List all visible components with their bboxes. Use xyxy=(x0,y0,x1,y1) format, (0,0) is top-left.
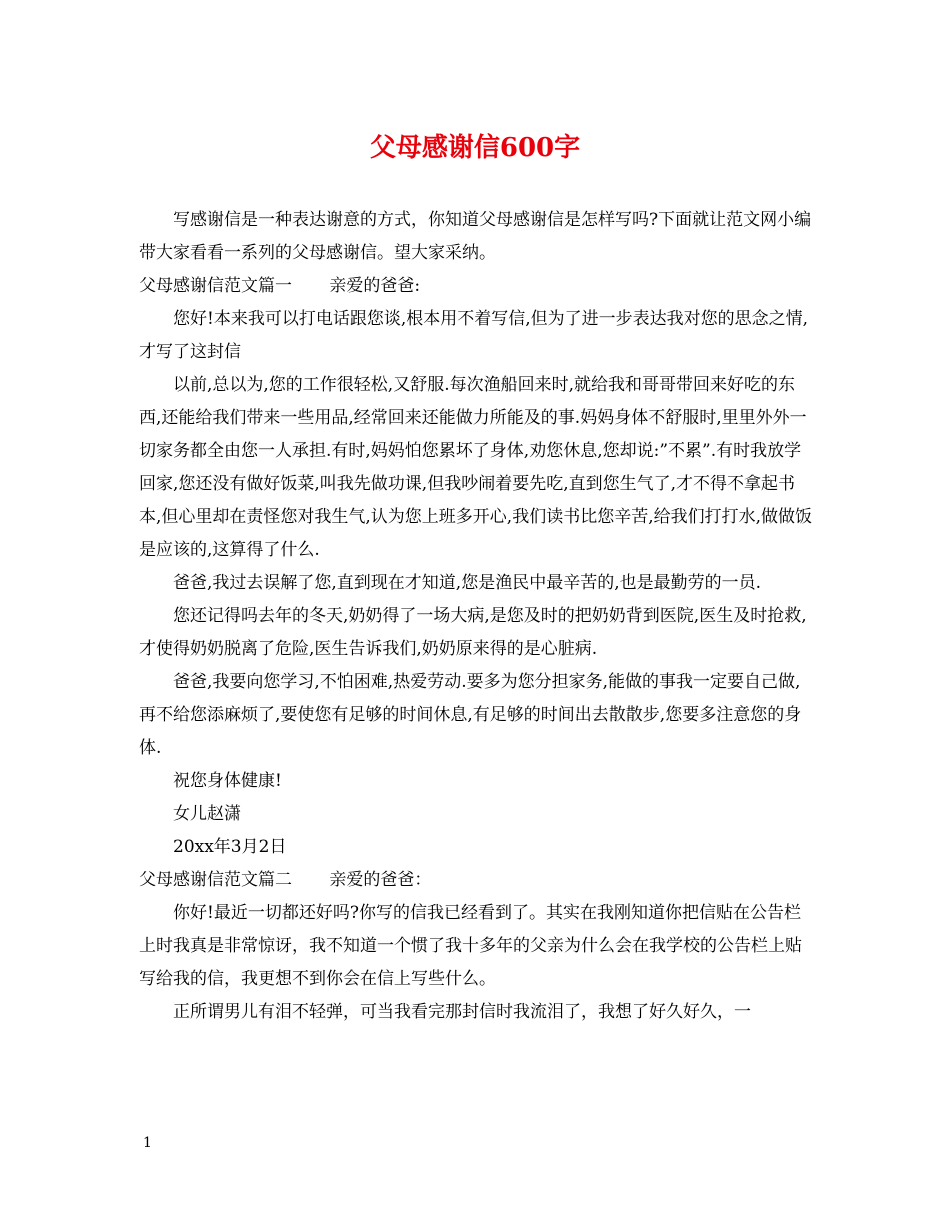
letter-1-salutation: 亲爱的爸爸: xyxy=(329,276,421,296)
letter-2-salutation: 亲爱的爸爸： xyxy=(329,870,432,890)
letter-1-heading-row xyxy=(139,270,814,303)
letter-1-paragraph: 爸爸,我要向您学习,不怕困难,热爱劳动.要多为您分担家务,能做的事我一定要自己做,再不给您添麻烦了,要使您有足够的时间休息,有足够的时间出去散散步,您要多注意您的身体. xyxy=(139,672,802,758)
letter-1-signature: 女儿赵潇 xyxy=(173,804,241,824)
document-title: 父母感谢信600字 xyxy=(369,133,581,163)
letter-1-date: 20xx年3月2日 xyxy=(173,837,287,857)
page-number: 1 xyxy=(143,1135,152,1151)
letter-1-paragraph: 爸爸,我过去误解了您,直到现在才知道,您是渔民中最辛苦的,也是最勤劳的一员. xyxy=(173,573,762,593)
letter-2-paragraph: 正所谓男儿有泪不轻弹，可当我看完那封信时我流泪了，我想了好久好久，一 xyxy=(173,1002,751,1022)
letter-1-paragraph: 以前,总以为,您的工作很轻松,又舒服.每次渔船回来时,就给我和哥哥带回来好吃的东西,还能给我们带来一些用品,经常回来还能做力所能及的事.妈妈身体不舒服时,里里外外一切家务都全由您一人承担.有时,妈妈怕您累坏了身体,劝您休息,您却说:”不累”.有时我放学回家,您还没有做好饭菜,叫我先做功课,但我吵闹着要先吃,直到您生气了,才不得不拿起书本,但心里却在责怪您对我生气,认为您上班多开心,我们读书比您辛苦,给我们打打水,做做饭是应该的,这算得了什么. xyxy=(139,375,813,560)
letter-1-paragraph: 您好!本来我可以打电话跟您谈,根本用不着写信,但为了进一步表达我对您的思念之情,才写了这封信 xyxy=(139,309,809,362)
letter-2-heading: 父母感谢信范文篇二 xyxy=(139,870,292,890)
letter-2-heading-row xyxy=(139,864,814,897)
intro-paragraph: 写感谢信是一种表达谢意的方式，你知道父母感谢信是怎样写吗?下面就让范文网小编带大家看看一系列的父母感谢信。望大家采纳。 xyxy=(139,210,812,263)
letter-2-paragraph: 你好!最近一切都还好吗?你写的信我已经看到了。其实在我刚知道你把信贴在公告栏上时我真是非常惊讶，我不知道一个惯了我十多年的父亲为什么会在我学校的公告栏上贴写给我的信，我更想不到你会在信上写些什么。 xyxy=(139,903,802,989)
letter-1-heading: 父母感谢信范文篇一 xyxy=(139,276,292,296)
letter-1-closing: 祝您身体健康! xyxy=(173,771,282,791)
document-body xyxy=(139,204,814,1029)
letter-1-paragraph: 您还记得吗去年的冬天,奶奶得了一场大病,是您及时的把奶奶背到医院,医生及时抢救,才使得奶奶脱离了危险,医生告诉我们,奶奶原来得的是心脏病. xyxy=(139,606,807,659)
